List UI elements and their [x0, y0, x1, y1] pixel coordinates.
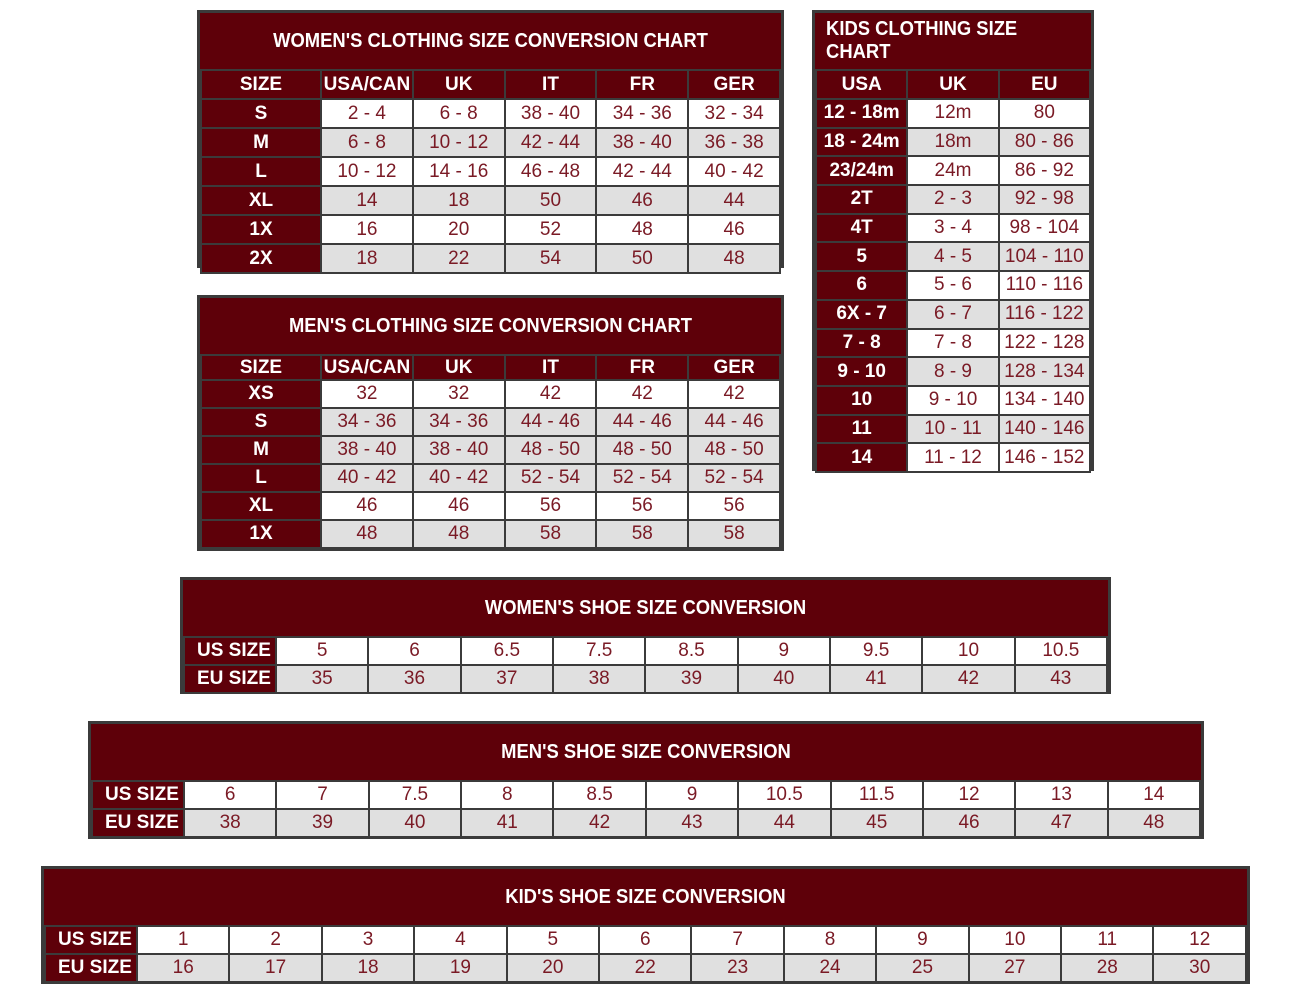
cell: 7 — [276, 781, 368, 809]
kids-clothing-title: KIDS CLOTHING SIZE CHART — [826, 18, 1018, 63]
eu-size-label: EU SIZE — [184, 665, 276, 693]
women-shoe-table — [183, 636, 1108, 694]
cell: 11 — [1061, 926, 1153, 954]
cell: 34 - 36 — [596, 99, 688, 128]
cell: 6 — [184, 781, 276, 809]
header-it: IT — [505, 355, 597, 380]
table-row — [816, 99, 1090, 128]
size-label: 1X — [201, 520, 321, 548]
cell: 116 - 122 — [999, 300, 1090, 329]
men-shoe-table — [91, 780, 1201, 838]
cell: 12 — [1153, 926, 1246, 954]
cell: 46 — [596, 186, 688, 215]
cell: 134 - 140 — [999, 386, 1090, 415]
cell: 38 — [553, 665, 645, 693]
cell: 7 - 8 — [907, 329, 998, 358]
cell: 37 — [461, 665, 553, 693]
cell: 12 — [923, 781, 1015, 809]
size-label: 5 — [816, 242, 907, 271]
cell: 7.5 — [553, 637, 645, 665]
table-row — [201, 520, 780, 548]
size-label: XL — [201, 186, 321, 215]
table-row — [816, 357, 1090, 386]
size-label: 2X — [201, 244, 321, 273]
table-row — [201, 492, 780, 520]
table-row — [816, 128, 1090, 157]
cell: 38 - 40 — [596, 128, 688, 157]
table-row — [201, 244, 780, 273]
cell: 104 - 110 — [999, 242, 1090, 271]
cell: 42 — [553, 809, 645, 837]
cell: 17 — [229, 954, 321, 982]
cell: 5 — [276, 637, 368, 665]
us-size-label: US SIZE — [184, 637, 276, 665]
table-row — [201, 157, 780, 186]
header-usa: USA — [816, 70, 907, 99]
cell: 98 - 104 — [999, 214, 1090, 243]
cell: 9 — [646, 781, 738, 809]
cell: 14 — [1108, 781, 1200, 809]
cell: 13 — [1015, 781, 1107, 809]
header-ger: GER — [688, 70, 780, 99]
women-clothing-chart — [197, 10, 784, 268]
cell: 42 — [922, 665, 1014, 693]
cell: 42 - 44 — [596, 157, 688, 186]
cell: 14 — [321, 186, 413, 215]
size-label: 1X — [201, 215, 321, 244]
table-row — [816, 242, 1090, 271]
header-it: IT — [505, 70, 597, 99]
cell: 36 — [368, 665, 460, 693]
cell: 46 - 48 — [505, 157, 597, 186]
cell: 5 - 6 — [907, 271, 998, 300]
cell: 50 — [596, 244, 688, 273]
size-label: 6X - 7 — [816, 300, 907, 329]
cell: 10 — [922, 637, 1014, 665]
cell: 40 — [738, 665, 830, 693]
table-row — [92, 781, 1200, 809]
eu-size-label: EU SIZE — [45, 954, 137, 982]
kids-shoe-table — [44, 925, 1247, 983]
cell: 46 — [688, 215, 780, 244]
cell: 2 - 3 — [907, 185, 998, 214]
cell: 35 — [276, 665, 368, 693]
cell: 48 - 50 — [596, 436, 688, 464]
size-label: 18 - 24m — [816, 128, 907, 157]
header-fr: FR — [596, 355, 688, 380]
size-label: M — [201, 128, 321, 157]
header-eu: EU — [999, 70, 1090, 99]
cell: 56 — [596, 492, 688, 520]
cell: 48 - 50 — [688, 436, 780, 464]
header-uk: UK — [413, 70, 505, 99]
cell: 34 - 36 — [321, 408, 413, 436]
size-label: 6 — [816, 271, 907, 300]
cell: 8.5 — [645, 637, 737, 665]
size-label: S — [201, 408, 321, 436]
size-label: XL — [201, 492, 321, 520]
cell: 42 — [596, 380, 688, 408]
cell: 48 — [688, 244, 780, 273]
kids-clothing-table — [815, 69, 1091, 473]
cell: 8.5 — [553, 781, 645, 809]
size-label: L — [201, 157, 321, 186]
kids-shoe-title: KID'S SHOE SIZE CONVERSION — [505, 885, 786, 908]
cell: 122 - 128 — [999, 329, 1090, 358]
table-row — [201, 408, 780, 436]
table-row — [816, 443, 1090, 472]
women-shoe-chart — [180, 577, 1111, 694]
women-shoe-title: WOMEN'S SHOE SIZE CONVERSION — [484, 596, 807, 619]
cell: 52 - 54 — [596, 464, 688, 492]
cell: 44 - 46 — [688, 408, 780, 436]
cell: 40 — [369, 809, 461, 837]
size-label: 7 - 8 — [816, 329, 907, 358]
table-row — [45, 926, 1246, 954]
cell: 32 — [413, 380, 505, 408]
size-label: S — [201, 99, 321, 128]
cell: 20 — [413, 215, 505, 244]
size-label: 4T — [816, 214, 907, 243]
cell: 52 - 54 — [505, 464, 597, 492]
table-row — [201, 128, 780, 157]
table-row — [184, 637, 1107, 665]
cell: 23 — [691, 954, 783, 982]
cell: 44 - 46 — [596, 408, 688, 436]
cell: 39 — [645, 665, 737, 693]
cell: 12m — [907, 99, 998, 128]
cell: 56 — [688, 492, 780, 520]
cell: 40 - 42 — [413, 464, 505, 492]
cell: 140 - 146 — [999, 415, 1090, 444]
cell: 3 - 4 — [907, 214, 998, 243]
cell: 46 — [923, 809, 1015, 837]
cell: 38 - 40 — [321, 436, 413, 464]
size-label: 23/24m — [816, 156, 907, 185]
cell: 10 - 12 — [413, 128, 505, 157]
cell: 40 - 42 — [321, 464, 413, 492]
size-label: 14 — [816, 443, 907, 472]
table-row — [816, 271, 1090, 300]
cell: 6 - 7 — [907, 300, 998, 329]
cell: 11.5 — [831, 781, 923, 809]
cell: 10.5 — [1015, 637, 1107, 665]
cell: 6.5 — [461, 637, 553, 665]
size-label: 2T — [816, 185, 907, 214]
cell: 32 — [321, 380, 413, 408]
cell: 18 — [321, 244, 413, 273]
cell: 45 — [831, 809, 923, 837]
cell: 43 — [646, 809, 738, 837]
table-row — [45, 954, 1246, 982]
table-row — [201, 380, 780, 408]
cell: 80 - 86 — [999, 128, 1090, 157]
cell: 48 — [1108, 809, 1200, 837]
table-row — [816, 415, 1090, 444]
cell: 40 - 42 — [688, 157, 780, 186]
size-label: XS — [201, 380, 321, 408]
cell: 8 — [784, 926, 876, 954]
cell: 18m — [907, 128, 998, 157]
men-clothing-chart — [197, 295, 784, 551]
cell: 9.5 — [830, 637, 922, 665]
size-label: M — [201, 436, 321, 464]
cell: 18 — [322, 954, 414, 982]
eu-size-label: EU SIZE — [92, 809, 184, 837]
header-uk: UK — [907, 70, 998, 99]
cell: 46 — [413, 492, 505, 520]
size-label: 10 — [816, 386, 907, 415]
us-size-label: US SIZE — [92, 781, 184, 809]
cell: 11 - 12 — [907, 443, 998, 472]
size-label: 11 — [816, 415, 907, 444]
us-size-label: US SIZE — [45, 926, 137, 954]
cell: 48 — [321, 520, 413, 548]
cell: 6 — [368, 637, 460, 665]
cell: 18 — [413, 186, 505, 215]
cell: 9 - 10 — [907, 386, 998, 415]
cell: 3 — [322, 926, 414, 954]
cell: 43 — [1015, 665, 1107, 693]
cell: 27 — [969, 954, 1061, 982]
cell: 5 — [507, 926, 599, 954]
cell: 4 — [414, 926, 506, 954]
cell: 52 - 54 — [688, 464, 780, 492]
header-ger: GER — [688, 355, 780, 380]
cell: 48 — [596, 215, 688, 244]
cell: 36 - 38 — [688, 128, 780, 157]
cell: 2 — [229, 926, 321, 954]
cell: 42 - 44 — [505, 128, 597, 157]
cell: 10 - 12 — [321, 157, 413, 186]
kids-clothing-chart — [812, 10, 1094, 471]
cell: 30 — [1153, 954, 1246, 982]
cell: 19 — [414, 954, 506, 982]
women-clothing-table — [200, 69, 781, 274]
header-usa-can: USA/CAN — [321, 70, 413, 99]
cell: 86 - 92 — [999, 156, 1090, 185]
cell: 46 — [321, 492, 413, 520]
cell: 6 — [599, 926, 691, 954]
cell: 47 — [1015, 809, 1107, 837]
cell: 42 — [505, 380, 597, 408]
cell: 56 — [505, 492, 597, 520]
men-clothing-table — [200, 354, 781, 549]
men-shoe-chart — [88, 721, 1204, 839]
cell: 146 - 152 — [999, 443, 1090, 472]
cell: 8 — [461, 781, 553, 809]
header-uk: UK — [413, 355, 505, 380]
size-label: 12 - 18m — [816, 99, 907, 128]
cell: 32 - 34 — [688, 99, 780, 128]
table-row — [201, 215, 780, 244]
men-clothing-title: MEN'S CLOTHING SIZE CONVERSION CHART — [288, 314, 693, 337]
cell: 16 — [137, 954, 229, 982]
cell: 28 — [1061, 954, 1153, 982]
cell: 38 - 40 — [413, 436, 505, 464]
cell: 7.5 — [369, 781, 461, 809]
cell: 25 — [876, 954, 968, 982]
women-clothing-title: WOMEN'S CLOTHING SIZE CONVERSION CHART — [273, 29, 708, 52]
cell: 50 — [505, 186, 597, 215]
cell: 8 - 9 — [907, 357, 998, 386]
table-row — [201, 99, 780, 128]
cell: 110 - 116 — [999, 271, 1090, 300]
cell: 42 — [688, 380, 780, 408]
cell: 41 — [830, 665, 922, 693]
cell: 9 — [876, 926, 968, 954]
cell: 48 — [413, 520, 505, 548]
table-row — [184, 665, 1107, 693]
cell: 22 — [413, 244, 505, 273]
cell: 24 — [784, 954, 876, 982]
header-size: SIZE — [201, 70, 321, 99]
cell: 39 — [276, 809, 368, 837]
cell: 14 - 16 — [413, 157, 505, 186]
cell: 10 - 11 — [907, 415, 998, 444]
kids-shoe-chart — [41, 866, 1250, 984]
table-row — [816, 214, 1090, 243]
table-row — [816, 156, 1090, 185]
cell: 44 — [738, 809, 830, 837]
cell: 44 - 46 — [505, 408, 597, 436]
cell: 92 - 98 — [999, 185, 1090, 214]
header-fr: FR — [596, 70, 688, 99]
cell: 52 — [505, 215, 597, 244]
table-row — [816, 329, 1090, 358]
cell: 44 — [688, 186, 780, 215]
cell: 38 — [184, 809, 276, 837]
cell: 6 - 8 — [321, 128, 413, 157]
cell: 58 — [596, 520, 688, 548]
header-usa-can: USA/CAN — [321, 355, 413, 380]
cell: 54 — [505, 244, 597, 273]
cell: 9 — [738, 637, 830, 665]
size-label: L — [201, 464, 321, 492]
table-row — [201, 186, 780, 215]
cell: 4 - 5 — [907, 242, 998, 271]
cell: 58 — [505, 520, 597, 548]
table-row — [201, 436, 780, 464]
cell: 10.5 — [738, 781, 830, 809]
cell: 41 — [461, 809, 553, 837]
cell: 6 - 8 — [413, 99, 505, 128]
cell: 10 — [969, 926, 1061, 954]
header-size: SIZE — [201, 355, 321, 380]
size-label: 9 - 10 — [816, 357, 907, 386]
cell: 58 — [688, 520, 780, 548]
cell: 38 - 40 — [505, 99, 597, 128]
cell: 20 — [507, 954, 599, 982]
table-row — [92, 809, 1200, 837]
cell: 34 - 36 — [413, 408, 505, 436]
table-row — [816, 300, 1090, 329]
men-shoe-title: MEN'S SHOE SIZE CONVERSION — [501, 740, 791, 763]
cell: 1 — [137, 926, 229, 954]
cell: 16 — [321, 215, 413, 244]
cell: 7 — [691, 926, 783, 954]
cell: 22 — [599, 954, 691, 982]
table-row — [201, 464, 780, 492]
cell: 24m — [907, 156, 998, 185]
table-row — [816, 386, 1090, 415]
cell: 2 - 4 — [321, 99, 413, 128]
table-row — [816, 185, 1090, 214]
cell: 128 - 134 — [999, 357, 1090, 386]
cell: 80 — [999, 99, 1090, 128]
cell: 48 - 50 — [505, 436, 597, 464]
